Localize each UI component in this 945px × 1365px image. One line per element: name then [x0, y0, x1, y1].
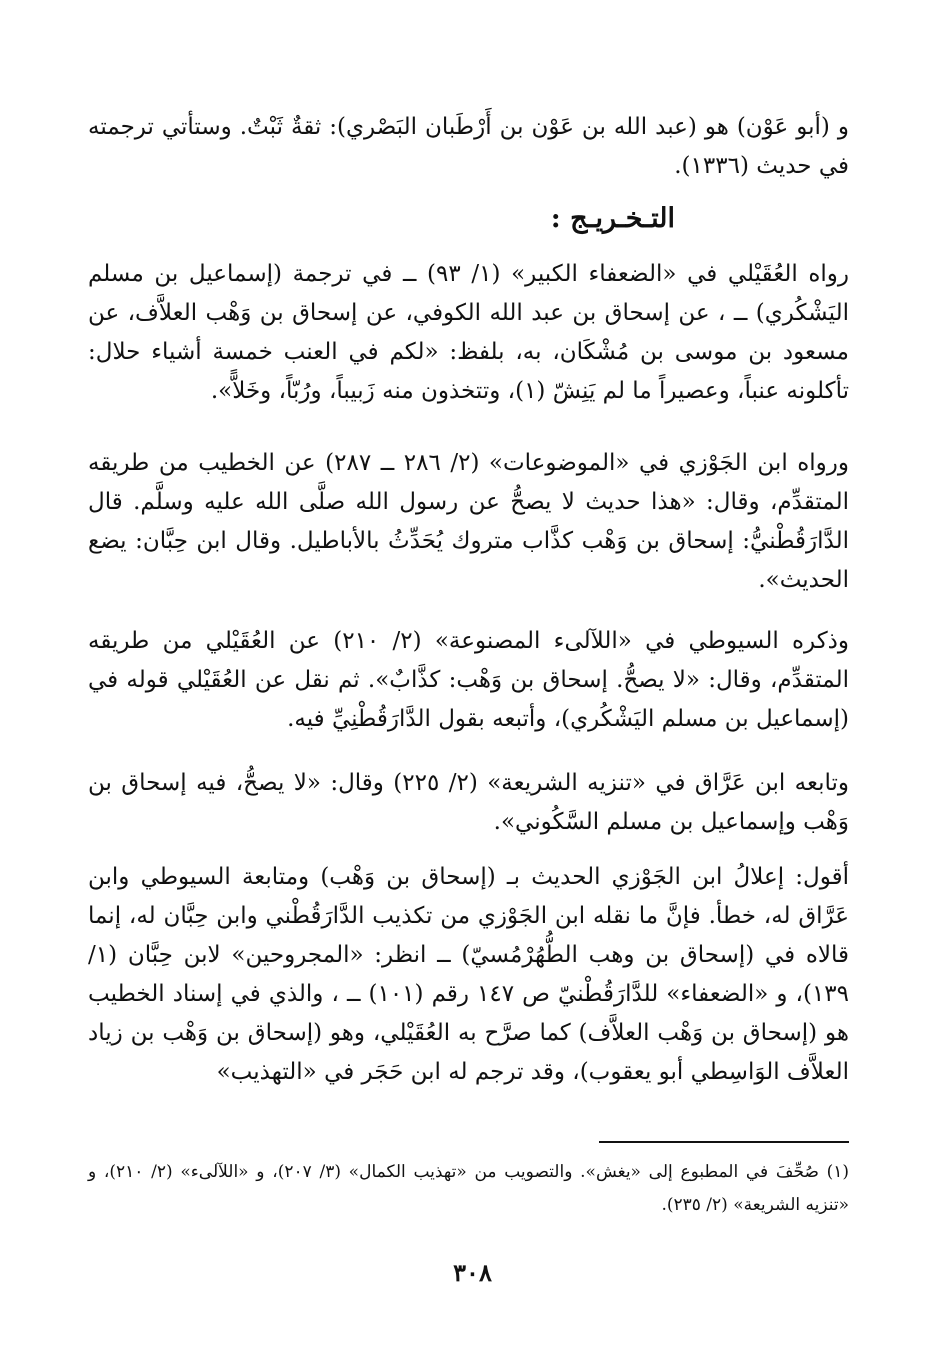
paragraph-1-block: [88, 255, 849, 411]
paragraph-2-block: [88, 444, 849, 600]
paragraph-takhrij-3: وذكره السيوطي في «اللآلىء المصنوعة» (٢/ ٢١٠) عن العُقَيْلي من طريقه المتقدِّم، وقال: «لا يصحُّ. إسحاق بن وَهْب: كذَّابٌ». ثم نقل عن العُقَيْلي قوله في (إسماعيل بن مسلم اليَشْكُري)، وأتبعه بقول الدَّارَقُطْنِيِّ فيه.: [88, 628, 850, 732]
paragraph-takhrij-4: وتابعه ابن عَرَّاق في «تنزيه الشريعة» (٢/ ٢٢٥) وقال: «لا يصحُّ، فيه إسحاق بن وَهْب وإسماعيل بن مسلم السَّكُوني».: [88, 770, 849, 835]
footnote-text: (١) صُحِّفَ في المطبوع إلى «يغش». والتصويب من «تهذيب الكمال» (٣/ ٢٠٧)، و «اللآلىء» (٢/ ٢١٠)، و «تنزيه الشريعة» (٢/ ٢٣٥).: [88, 1162, 850, 1215]
intro-paragraph: و (أبو عَوْن) هو (عبد الله بن عَوْن بن أَرْطَبان البَصْري): ثقةٌ ثَبْتٌ. وستأتي ترجمته في حديث (١٣٣٦).: [88, 114, 849, 179]
paragraph-5-block: [88, 858, 849, 1092]
paragraph-4-block: [88, 764, 849, 842]
section-heading: التـخـريـج :: [550, 203, 675, 234]
page-number: ٣٠٨: [453, 1258, 492, 1287]
paragraph-aqul: أقول: إعلالُ ابن الجَوْزي الحديث بـ (إسحاق بن وَهْب) ومتابعة السيوطي وابن عَرَّاق له، خطأ. فإنَّ ما نقله ابن الجَوْزي من تكذيب الدَّارَقُطْني وابن حِبَّان له، إنما قالاه في (إسحاق بن وهب الطُّهُرْمُسيّ) ــ انظر: «المجروحين» لابن حِبَّان (١/ ١٣٩)، و «الضعفاء» للدَّارَقُطْنيّ ص ١٤٧ رقم (١٠١) ــ ، والذي في إسناد الخطيب هو (إسحاق بن وَهْب العلاَّف) كما صرَّح به العُقَيْلي، وهو (إسحاق بن وَهْب بن زياد العلاَّف الوَاسِطي أبو يعقوب)، وقد ترجم له ابن حَجَر في «التهذيب»: [88, 864, 849, 1085]
paragraph-takhrij-2: ورواه ابن الجَوْزي في «الموضوعات» (٢/ ٢٨٦ ــ ٢٨٧) عن الخطيب من طريقه المتقدِّم، وقال: «هذا حديث لا يصحُّ عن رسول الله صلَّى الله عليه وسلَّم. قال الدَّارَقُطْنيُّ: إسحاق بن وَهْب كذَّاب متروك يُحَدِّثُ بالأباطيل. وقال ابن حِبَّان: يضع الحديث».: [88, 450, 850, 593]
footnote-divider: [599, 1141, 849, 1143]
paragraph-takhrij-1: رواه العُقَيْلي في «الضعفاء الكبير» (١/ ٩٣) ــ في ترجمة (إسماعيل بن مسلم اليَشْكُري) ــ ، عن إسحاق بن عبد الله الكوفي، عن إسحاق بن وَهْب العلاَّف، عن مسعود بن موسى بن مُشْكَان، به، بلفظ: «لكم في العنب خمسة أشياء حلال: تأكلونه عنباً، وعصيراً ما لم يَنِشّ (١)، وتتخذون منه زَبيباً، ورُبّاً، وخَلاًّ».: [88, 261, 850, 404]
footnote: [88, 1156, 849, 1222]
paragraph-3-block: [88, 622, 849, 739]
intro-section: [88, 108, 849, 186]
